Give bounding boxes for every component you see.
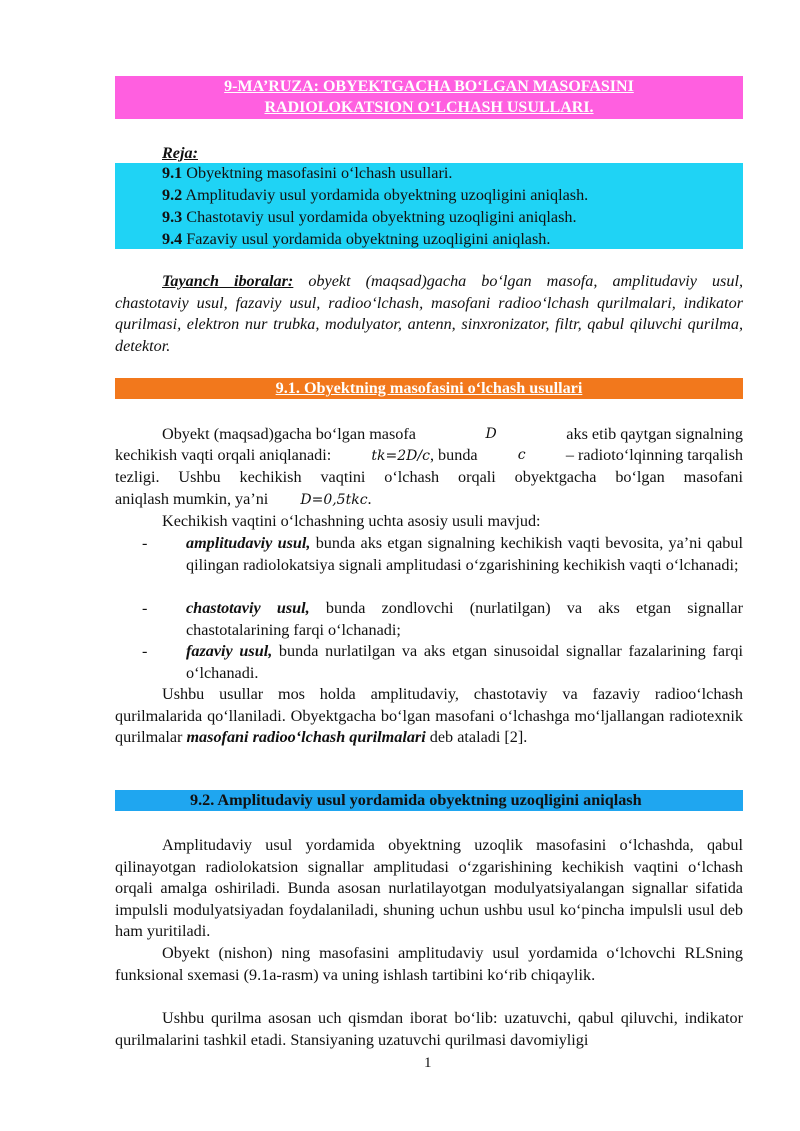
plan-item-text: Obyektning masofasini o‘lchash usullari.: [182, 164, 453, 182]
keywords-heading: Tayanch iboralar:: [162, 272, 294, 290]
variable-d: D: [485, 426, 497, 442]
lecture-title-line1: 9-MA’RUZA: OBYEKTGACHA BO‘LGAN MASOFASINI: [224, 78, 634, 95]
list-text: bunda aks etgan signalning kechikish vaqti bevosita, ya’ni qabul qilingan radiolokatsiya signali amplitudasi o‘zgarishining kechikish vaqti o‘lchanadi;: [186, 534, 743, 574]
text-fragment: aks etib qaytgan signalning: [566, 425, 743, 443]
list-dash: -: [142, 599, 148, 617]
plan-item-number: 9.2: [162, 186, 183, 204]
variable-c: c: [517, 447, 526, 463]
list-text: bunda zondlovchi (nurlatilgan) va aks etgan signallar chastotalarining farqi o‘lchanadi;: [186, 599, 744, 639]
keywords-text: obyekt (maqsad)gacha bo‘lgan masofa, amplitudaviy usul, chastotaviy usul, fazaviy usul, radioo‘lchash, masofani radioo‘lchash qurilmalari, indikator qurilmasi, elektron nur trubka, modulyator, antenn, sinxronizator, filtr, qabul qiluvchi qurilma, detektor.: [115, 272, 743, 355]
plan-item: [162, 229, 550, 251]
section-heading-9-1: 9.1. Obyektning masofasini o‘lchash usullari: [115, 378, 743, 399]
plan-item-number: 9.4: [162, 230, 183, 248]
text-fragment: deb ataladi [2].: [425, 728, 528, 747]
body-paragraph: Obyekt (nishon) ning masofasini amplitudaviy usul yordamida o‘lchovchi RLSning funksional sxemasi (9.1a-rasm) va uning ishlash tartibini ko‘rib chiqaylik.: [115, 944, 743, 984]
text-fragment: – radioto‘lqinning tarqalish: [565, 446, 743, 464]
plan-item-text: Amplitudaviy usul yordamida obyektning uzoqligini aniqlash.: [182, 186, 589, 204]
list-text: bunda nurlatilgan va aks etgan sinusoidal signallar fazalarining farqi o‘lchanadi.: [186, 642, 743, 682]
paragraph-line: tezligi. Ushbu kechikish vaqtini o‘lchash orqali obyektgacha bo‘lgan masofani: [115, 468, 743, 486]
list-term: fazaviy usul,: [186, 642, 273, 660]
formula-distance: D=0,5tkc: [300, 492, 368, 508]
text-fragment: aniqlash mumkin, ya’ni: [115, 490, 269, 508]
paragraph-line: [115, 489, 743, 512]
text-fragment: , bunda: [429, 446, 478, 464]
text-fragment: Ushbu usullar mos holda amplitudaviy, chastotaviy va fazaviy radioo‘lchash qurilmalarida qo‘llaniladi. Obyektgacha bo‘lgan masofani o‘lchashga mo‘ljallangan radiotexnik qurilmalar: [115, 685, 743, 747]
plan-item: [162, 163, 452, 185]
paragraph-line: [162, 424, 743, 446]
lecture-title-line2: RADIOLOKATSION O‘LCHASH USULLARI.: [264, 99, 594, 116]
formula-delay: tk=2D/c: [371, 448, 430, 464]
body-paragraph: Ushbu qurilma asosan uch qismdan iborat bo‘lib: uzatuvchi, qabul qiluvchi, indikator qurilmalarini tashkil etadi. Stansiyaning uzatuvchi qurilmasi davomiyligi: [115, 1009, 743, 1049]
list-term: chastotaviy usul,: [186, 599, 310, 617]
text-fragment: Obyekt (maqsad)gacha bo‘lgan masofa: [162, 425, 416, 443]
plan-item-number: 9.1: [162, 164, 183, 182]
plan-label: Reja:: [162, 144, 198, 162]
lecture-title: [115, 76, 743, 119]
paragraph-line: Kechikish vaqtini o‘lchashning uchta asosiy usuli mavjud:: [162, 512, 541, 530]
section-heading-text: 9.2. Amplitudaviy usul yordamida obyektning uzoqligini aniqlash: [190, 791, 642, 809]
body-paragraph: [115, 684, 743, 749]
keywords-paragraph: [115, 271, 743, 357]
list-dash: -: [142, 534, 148, 552]
text-fragment: .: [367, 490, 372, 508]
plan-item-text: Chastotaviy usul yordamida obyektning uzoqligini aniqlash.: [182, 208, 577, 226]
list-dash: -: [142, 642, 148, 660]
text-fragment: kechikish vaqti orqali aniqlanadi:: [115, 446, 332, 464]
plan-item-number: 9.3: [162, 208, 183, 226]
body-paragraph: Amplitudaviy usul yordamida obyektning uzoqlik masofasini o‘lchashda, qabul qilinayotgan radiolokatsion signallar amplitudasi o‘zgarishining kechikish vaqtini o‘lchash orqali amalga oshiriladi. Bunda asosan nurlatilayotgan modulyatsiyalangan signallar sifatida impulsli modulyatsiyadan foydalaniladi, shuning uchun ushbu usul ko‘pincha impulsli usul deb ham yuritiladi.: [115, 836, 743, 941]
list-term: amplitudaviy usul,: [186, 534, 311, 552]
plan-box: [115, 163, 743, 249]
section-heading-9-2: [115, 790, 743, 811]
plan-item: [162, 207, 577, 229]
key-term: masofani radioo‘lchash qurilmalari: [186, 728, 426, 747]
page-number: 1: [424, 1055, 432, 1071]
plan-item: [162, 185, 588, 207]
paragraph-line: [115, 445, 743, 468]
plan-item-text: Fazaviy usul yordamida obyektning uzoqligini aniqlash.: [182, 230, 551, 248]
